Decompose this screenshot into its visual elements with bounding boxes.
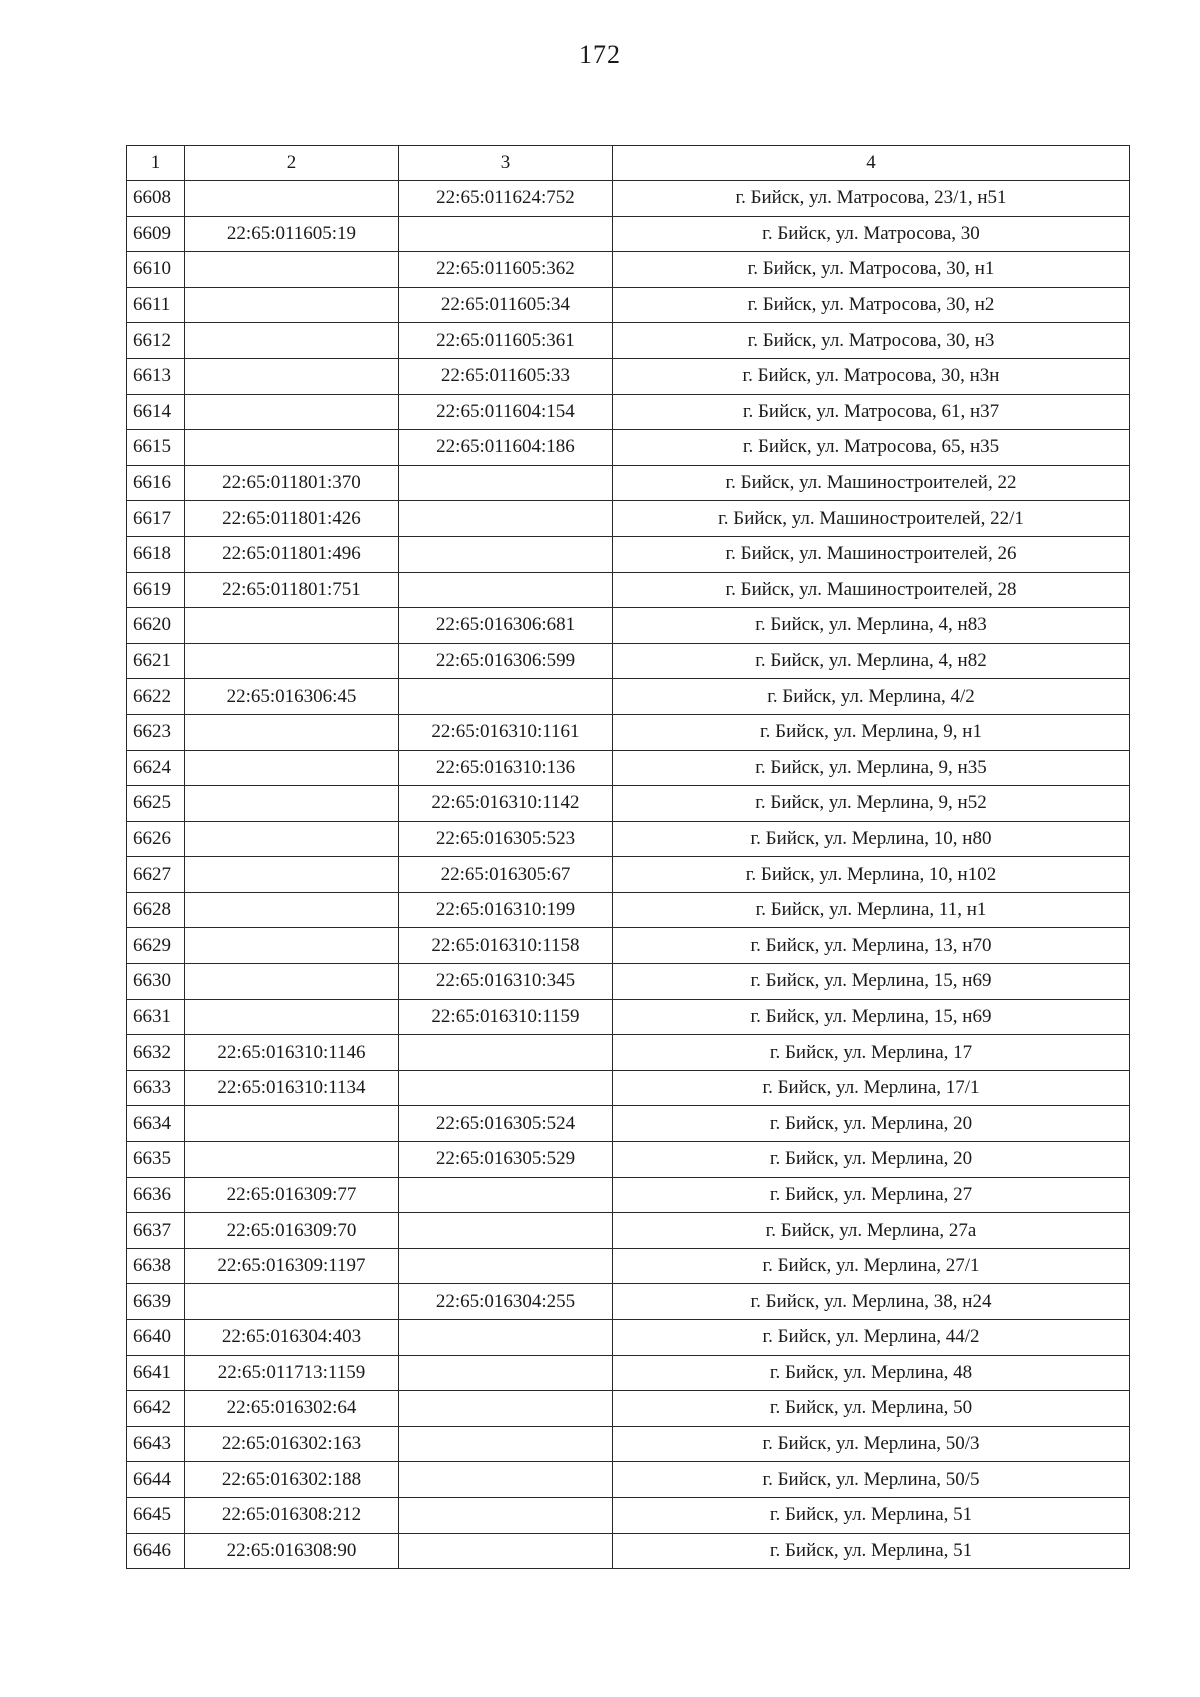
table-row	[127, 287, 1130, 323]
table-row	[127, 714, 1130, 750]
row-number-cell: 6611	[127, 287, 185, 323]
property-table	[126, 145, 1130, 1569]
row-number-cell: 6641	[127, 1355, 185, 1391]
address-cell: г. Бийск, ул. Мерлина, 50/3	[613, 1426, 1130, 1462]
object-number-cell	[399, 572, 613, 608]
row-number-cell: 6619	[127, 572, 185, 608]
parcel-number-cell	[185, 252, 399, 288]
row-number-cell: 6613	[127, 358, 185, 394]
row-number-cell: 6632	[127, 1035, 185, 1071]
page-number: 172	[579, 40, 621, 69]
row-number-cell: 6642	[127, 1391, 185, 1427]
address-cell: г. Бийск, ул. Машиностроителей, 28	[613, 572, 1130, 608]
parcel-number-cell: 22:65:016308:90	[185, 1533, 399, 1569]
parcel-number-cell: 22:65:016309:70	[185, 1213, 399, 1249]
table-row	[127, 1213, 1130, 1249]
row-number-cell: 6640	[127, 1320, 185, 1356]
parcel-number-cell	[185, 287, 399, 323]
parcel-number-cell	[185, 750, 399, 786]
row-number-cell: 6624	[127, 750, 185, 786]
object-number-cell: 22:65:016310:1142	[399, 786, 613, 822]
address-cell: г. Бийск, ул. Мерлина, 10, н102	[613, 857, 1130, 893]
object-number-cell	[399, 1391, 613, 1427]
parcel-number-cell	[185, 1106, 399, 1142]
address-cell: г. Бийск, ул. Мерлина, 4, н83	[613, 608, 1130, 644]
address-cell: г. Бийск, ул. Мерлина, 4, н82	[613, 643, 1130, 679]
row-number-cell: 6645	[127, 1497, 185, 1533]
row-number-cell: 6612	[127, 323, 185, 359]
address-cell: г. Бийск, ул. Мерлина, 11, н1	[613, 892, 1130, 928]
row-number-cell: 6618	[127, 536, 185, 572]
address-cell: г. Бийск, ул. Машиностроителей, 22/1	[613, 501, 1130, 537]
parcel-number-cell: 22:65:016302:188	[185, 1462, 399, 1498]
parcel-number-cell: 22:65:016310:1146	[185, 1035, 399, 1071]
object-number-cell: 22:65:016310:136	[399, 750, 613, 786]
object-number-cell: 22:65:011605:33	[399, 358, 613, 394]
object-number-cell	[399, 1497, 613, 1533]
table-row	[127, 323, 1130, 359]
table-row	[127, 643, 1130, 679]
address-cell: г. Бийск, ул. Мерлина, 20	[613, 1106, 1130, 1142]
header-col-4: 4	[613, 146, 1130, 181]
object-number-cell: 22:65:011605:362	[399, 252, 613, 288]
object-number-cell	[399, 1213, 613, 1249]
object-number-cell: 22:65:016306:681	[399, 608, 613, 644]
parcel-number-cell: 22:65:016302:163	[185, 1426, 399, 1462]
parcel-number-cell	[185, 714, 399, 750]
row-number-cell: 6627	[127, 857, 185, 893]
table-row	[127, 252, 1130, 288]
parcel-number-cell: 22:65:016308:212	[185, 1497, 399, 1533]
header-col-3: 3	[399, 146, 613, 181]
table-row	[127, 1284, 1130, 1320]
parcel-number-cell: 22:65:011605:19	[185, 216, 399, 252]
row-number-cell: 6608	[127, 181, 185, 217]
object-number-cell	[399, 1177, 613, 1213]
object-number-cell	[399, 679, 613, 715]
table-row	[127, 1426, 1130, 1462]
table-row	[127, 1533, 1130, 1569]
object-number-cell	[399, 536, 613, 572]
row-number-cell: 6629	[127, 928, 185, 964]
table-row	[127, 216, 1130, 252]
row-number-cell: 6615	[127, 430, 185, 466]
row-number-cell: 6643	[127, 1426, 185, 1462]
address-cell: г. Бийск, ул. Мерлина, 48	[613, 1355, 1130, 1391]
row-number-cell: 6634	[127, 1106, 185, 1142]
row-number-cell: 6620	[127, 608, 185, 644]
object-number-cell	[399, 465, 613, 501]
row-number-cell: 6623	[127, 714, 185, 750]
table-row	[127, 465, 1130, 501]
table-row	[127, 821, 1130, 857]
parcel-number-cell	[185, 430, 399, 466]
object-number-cell	[399, 1035, 613, 1071]
object-number-cell	[399, 1426, 613, 1462]
parcel-number-cell	[185, 928, 399, 964]
parcel-number-cell	[185, 964, 399, 1000]
table-row	[127, 1462, 1130, 1498]
address-cell: г. Бийск, ул. Мерлина, 38, н24	[613, 1284, 1130, 1320]
object-number-cell: 22:65:011604:186	[399, 430, 613, 466]
address-cell: г. Бийск, ул. Матросова, 30, н3	[613, 323, 1130, 359]
table-row	[127, 750, 1130, 786]
address-cell: г. Бийск, ул. Мерлина, 51	[613, 1497, 1130, 1533]
row-number-cell: 6639	[127, 1284, 185, 1320]
address-cell: г. Бийск, ул. Матросова, 30, н1	[613, 252, 1130, 288]
table-row	[127, 892, 1130, 928]
address-cell: г. Бийск, ул. Мерлина, 4/2	[613, 679, 1130, 715]
object-number-cell: 22:65:016310:1161	[399, 714, 613, 750]
table-row	[127, 857, 1130, 893]
table-row	[127, 999, 1130, 1035]
row-number-cell: 6617	[127, 501, 185, 537]
address-cell: г. Бийск, ул. Матросова, 30, н3н	[613, 358, 1130, 394]
header-col-1: 1	[127, 146, 185, 181]
parcel-number-cell	[185, 608, 399, 644]
table-row	[127, 572, 1130, 608]
object-number-cell: 22:65:011605:34	[399, 287, 613, 323]
row-number-cell: 6610	[127, 252, 185, 288]
address-cell: г. Бийск, ул. Матросова, 23/1, н51	[613, 181, 1130, 217]
row-number-cell: 6622	[127, 679, 185, 715]
table-row	[127, 1035, 1130, 1071]
table-row	[127, 1070, 1130, 1106]
row-number-cell: 6626	[127, 821, 185, 857]
parcel-number-cell: 22:65:016306:45	[185, 679, 399, 715]
parcel-number-cell: 22:65:011713:1159	[185, 1355, 399, 1391]
row-number-cell: 6646	[127, 1533, 185, 1569]
parcel-number-cell	[185, 1142, 399, 1178]
address-cell: г. Бийск, ул. Мерлина, 27а	[613, 1213, 1130, 1249]
row-number-cell: 6631	[127, 999, 185, 1035]
object-number-cell	[399, 1355, 613, 1391]
table-row	[127, 536, 1130, 572]
parcel-number-cell: 22:65:016309:1197	[185, 1248, 399, 1284]
object-number-cell	[399, 1320, 613, 1356]
row-number-cell: 6636	[127, 1177, 185, 1213]
address-cell: г. Бийск, ул. Мерлина, 13, н70	[613, 928, 1130, 964]
parcel-number-cell	[185, 323, 399, 359]
row-number-cell: 6614	[127, 394, 185, 430]
address-cell: г. Бийск, ул. Мерлина, 9, н35	[613, 750, 1130, 786]
address-cell: г. Бийск, ул. Мерлина, 50/5	[613, 1462, 1130, 1498]
object-number-cell	[399, 1462, 613, 1498]
address-cell: г. Бийск, ул. Мерлина, 27	[613, 1177, 1130, 1213]
object-number-cell: 22:65:011604:154	[399, 394, 613, 430]
parcel-number-cell	[185, 786, 399, 822]
row-number-cell: 6621	[127, 643, 185, 679]
table-row	[127, 786, 1130, 822]
table-row	[127, 1355, 1130, 1391]
address-cell: г. Бийск, ул. Мерлина, 20	[613, 1142, 1130, 1178]
address-cell: г. Бийск, ул. Мерлина, 44/2	[613, 1320, 1130, 1356]
parcel-number-cell	[185, 999, 399, 1035]
row-number-cell: 6628	[127, 892, 185, 928]
row-number-cell: 6625	[127, 786, 185, 822]
table-row	[127, 1248, 1130, 1284]
table-row	[127, 1497, 1130, 1533]
object-number-cell: 22:65:016310:1159	[399, 999, 613, 1035]
address-cell: г. Бийск, ул. Мерлина, 10, н80	[613, 821, 1130, 857]
address-cell: г. Бийск, ул. Мерлина, 17/1	[613, 1070, 1130, 1106]
object-number-cell: 22:65:016305:67	[399, 857, 613, 893]
object-number-cell: 22:65:016304:255	[399, 1284, 613, 1320]
address-cell: г. Бийск, ул. Мерлина, 27/1	[613, 1248, 1130, 1284]
address-cell: г. Бийск, ул. Машиностроителей, 22	[613, 465, 1130, 501]
object-number-cell	[399, 1070, 613, 1106]
table-row	[127, 1320, 1130, 1356]
address-cell: г. Бийск, ул. Матросова, 65, н35	[613, 430, 1130, 466]
parcel-number-cell: 22:65:011801:751	[185, 572, 399, 608]
address-cell: г. Бийск, ул. Матросова, 30, н2	[613, 287, 1130, 323]
table-row	[127, 430, 1130, 466]
table-row	[127, 358, 1130, 394]
table-row	[127, 1106, 1130, 1142]
address-cell: г. Бийск, ул. Машиностроителей, 26	[613, 536, 1130, 572]
address-cell: г. Бийск, ул. Мерлина, 51	[613, 1533, 1130, 1569]
parcel-number-cell	[185, 1284, 399, 1320]
table-row	[127, 1177, 1130, 1213]
table-row	[127, 964, 1130, 1000]
row-number-cell: 6644	[127, 1462, 185, 1498]
table-body	[127, 181, 1130, 1569]
object-number-cell: 22:65:016310:199	[399, 892, 613, 928]
row-number-cell: 6633	[127, 1070, 185, 1106]
object-number-cell: 22:65:016305:524	[399, 1106, 613, 1142]
object-number-cell: 22:65:016305:523	[399, 821, 613, 857]
header-row	[127, 146, 1130, 181]
object-number-cell	[399, 216, 613, 252]
table-row	[127, 928, 1130, 964]
table-row	[127, 608, 1130, 644]
address-cell: г. Бийск, ул. Мерлина, 17	[613, 1035, 1130, 1071]
header-col-2: 2	[185, 146, 399, 181]
table-header	[127, 146, 1130, 181]
row-number-cell: 6616	[127, 465, 185, 501]
row-number-cell: 6635	[127, 1142, 185, 1178]
table-row	[127, 1142, 1130, 1178]
table-row	[127, 679, 1130, 715]
object-number-cell: 22:65:016310:345	[399, 964, 613, 1000]
object-number-cell: 22:65:011624:752	[399, 181, 613, 217]
parcel-number-cell: 22:65:011801:370	[185, 465, 399, 501]
address-cell: г. Бийск, ул. Матросова, 30	[613, 216, 1130, 252]
parcel-number-cell: 22:65:016310:1134	[185, 1070, 399, 1106]
parcel-number-cell	[185, 821, 399, 857]
parcel-number-cell	[185, 358, 399, 394]
object-number-cell	[399, 1248, 613, 1284]
address-cell: г. Бийск, ул. Мерлина, 15, н69	[613, 964, 1130, 1000]
address-cell: г. Бийск, ул. Мерлина, 9, н52	[613, 786, 1130, 822]
table-row	[127, 501, 1130, 537]
row-number-cell: 6630	[127, 964, 185, 1000]
address-cell: г. Бийск, ул. Мерлина, 50	[613, 1391, 1130, 1427]
row-number-cell: 6609	[127, 216, 185, 252]
parcel-number-cell	[185, 394, 399, 430]
parcel-number-cell: 22:65:016302:64	[185, 1391, 399, 1427]
table-row	[127, 394, 1130, 430]
parcel-number-cell: 22:65:016304:403	[185, 1320, 399, 1356]
parcel-number-cell	[185, 892, 399, 928]
parcel-number-cell: 22:65:011801:496	[185, 536, 399, 572]
parcel-number-cell	[185, 181, 399, 217]
address-cell: г. Бийск, ул. Мерлина, 9, н1	[613, 714, 1130, 750]
object-number-cell: 22:65:016305:529	[399, 1142, 613, 1178]
address-cell: г. Бийск, ул. Матросова, 61, н37	[613, 394, 1130, 430]
parcel-number-cell: 22:65:011801:426	[185, 501, 399, 537]
table-row	[127, 181, 1130, 217]
object-number-cell: 22:65:011605:361	[399, 323, 613, 359]
address-cell: г. Бийск, ул. Мерлина, 15, н69	[613, 999, 1130, 1035]
parcel-number-cell	[185, 857, 399, 893]
object-number-cell: 22:65:016310:1158	[399, 928, 613, 964]
object-number-cell	[399, 1533, 613, 1569]
parcel-number-cell: 22:65:016309:77	[185, 1177, 399, 1213]
object-number-cell	[399, 501, 613, 537]
table-row	[127, 1391, 1130, 1427]
row-number-cell: 6638	[127, 1248, 185, 1284]
parcel-number-cell	[185, 643, 399, 679]
row-number-cell: 6637	[127, 1213, 185, 1249]
object-number-cell: 22:65:016306:599	[399, 643, 613, 679]
